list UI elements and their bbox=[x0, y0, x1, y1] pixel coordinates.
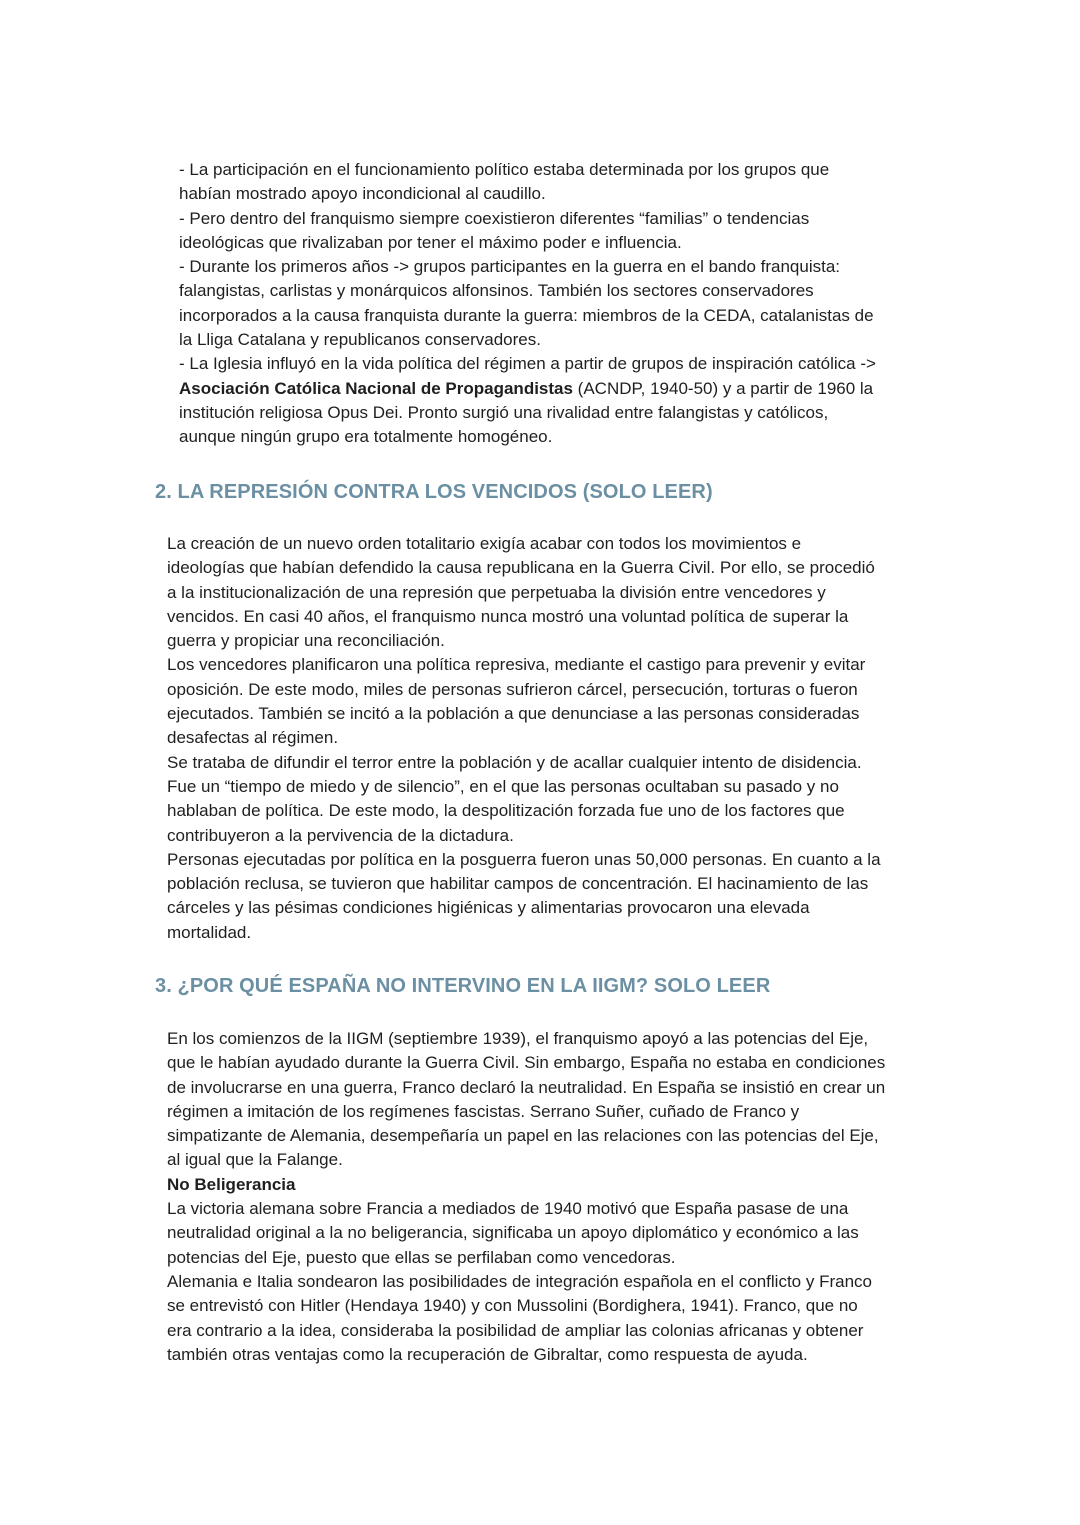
section-2-text bbox=[167, 532, 937, 945]
text-line: vencidos. En casi 40 años, el franquismo nunca mostró una voluntad política de superar la bbox=[167, 606, 849, 626]
text-line: era contrario a la idea, consideraba la posibilidad de ampliar las colonias africanas y obtener bbox=[167, 1320, 864, 1340]
section-1-text bbox=[179, 158, 939, 450]
text-line: la Lliga Catalana y republicanos conservadores. bbox=[179, 330, 541, 350]
text-line: Los vencedores planificaron una política represiva, mediante el castigo para prevenir y evitar bbox=[167, 655, 866, 675]
text-line: desafectas al régimen. bbox=[167, 728, 339, 748]
text-line: población reclusa, se tuvieron que habilitar campos de concentración. El hacinamiento de las bbox=[167, 874, 869, 894]
text-line: La creación de un nuevo orden totalitario exigía acabar con todos los movimientos e bbox=[167, 534, 802, 553]
text-line: - Durante los primeros años -> grupos participantes en la guerra en el bando franquista: bbox=[179, 257, 841, 277]
text-line: potencias del Eje, puesto que ellas se perfilaban como vencedoras. bbox=[167, 1247, 676, 1267]
text-line: al igual que la Falange. bbox=[167, 1150, 343, 1170]
text-line: a la institucionalización de una represión que perpetuaba la división entre vencedores y bbox=[167, 582, 826, 602]
text-line bbox=[179, 377, 939, 401]
section-3-heading: 3. ¿POR QUÉ ESPAÑA NO INTERVINO EN LA IIGM? SOLO LEER bbox=[155, 975, 771, 997]
text-line: falangistas, carlistas y monárquicos alfonsinos. También los sectores conservadores bbox=[179, 281, 814, 301]
text-line: Se trataba de difundir el terror entre la población y de acallar cualquier intento de disidencia. bbox=[167, 752, 862, 772]
text-line: se entrevistó con Hitler (Hendaya 1940) y con Mussolini (Bordighera, 1941). Franco, que no bbox=[167, 1296, 858, 1316]
section-3-text bbox=[167, 1027, 937, 1367]
text-line: - La Iglesia influyó en la vida política del régimen a partir de grupos de inspiración católica -> bbox=[179, 354, 876, 374]
text-line: mortalidad. bbox=[167, 922, 252, 942]
text-line: incorporados a la causa franquista durante la guerra: miembros de la CEDA, catalanistas de bbox=[179, 305, 874, 325]
organization-detail: (ACNDP, 1940-50) y a partir de 1960 la bbox=[572, 378, 874, 398]
bold-organization-name: Asociación Católica Nacional de Propagandistas bbox=[179, 378, 573, 398]
text-line: La victoria alemana sobre Francia a mediados de 1940 motivó que España pasase de una bbox=[167, 1199, 849, 1219]
text-line: oposición. De este modo, miles de personas sufrieron cárcel, persecución, torturas o fueron bbox=[167, 679, 858, 699]
text-line: de involucrarse en una guerra, Franco declaró la neutralidad. En España se insistió en crear un bbox=[167, 1077, 886, 1097]
subheading-no-beligerancia: No Beligerancia bbox=[167, 1174, 296, 1194]
text-line: En los comienzos de la IIGM (septiembre 1939), el franquismo apoyó a las potencias del Eje, bbox=[167, 1029, 869, 1048]
text-line: que le habían ayudado durante la Guerra Civil. Sin embargo, España no estaba en condiciones bbox=[167, 1053, 886, 1073]
text-line: - Pero dentro del franquismo siempre coexistieron diferentes “familias” o tendencias bbox=[179, 208, 810, 228]
text-line: también otras ventajas como la recuperación de Gibraltar, como respuesta de ayuda. bbox=[167, 1344, 808, 1364]
text-line: habían mostrado apoyo incondicional al caudillo. bbox=[179, 184, 546, 204]
text-line: cárceles y las pésimas condiciones higiénicas y alimentarias provocaron una elevada bbox=[167, 898, 810, 918]
text-line: hablaban de política. De este modo, la despolitización forzada fue uno de los factores que bbox=[167, 801, 845, 821]
text-line: Personas ejecutadas por política en la posguerra fueron unas 50,000 personas. En cuanto a la bbox=[167, 849, 881, 869]
text-line: institución religiosa Opus Dei. Pronto surgió una rivalidad entre falangistas y católicos, bbox=[179, 402, 829, 422]
text-line: régimen a imitación de los regímenes fascistas. Serrano Suñer, cuñado de Franco y bbox=[167, 1101, 800, 1121]
text-line: aunque ningún grupo era totalmente homogéneo. bbox=[179, 427, 553, 447]
text-line: guerra y propiciar una reconciliación. bbox=[167, 631, 445, 651]
text-line: Fue un “tiempo de miedo y de silencio”, en el que las personas ocultaban su pasado y no bbox=[167, 776, 839, 796]
section-2-heading: 2. LA REPRESIÓN CONTRA LOS VENCIDOS (SOLO LEER) bbox=[155, 481, 713, 503]
text-line: simpatizante de Alemania, desempeñaría un papel en las relaciones con las potencias del Eje, bbox=[167, 1126, 879, 1146]
text-line: Alemania e Italia sondearon las posibilidades de integración española en el conflicto y Franco bbox=[167, 1271, 872, 1291]
text-line: neutralidad original a la no beligerancia, significaba un apoyo diplomático y económico a las bbox=[167, 1223, 859, 1243]
text-line: ejecutados. También se incitó a la población a que denunciase a las personas consideradas bbox=[167, 704, 860, 724]
text-line: ideológicas que rivalizaban por tener el máximo poder e influencia. bbox=[179, 232, 682, 252]
text-line: - La participación en el funcionamiento político estaba determinada por los grupos que bbox=[179, 160, 830, 179]
text-line: contribuyeron a la pervivencia de la dictadura. bbox=[167, 825, 514, 845]
text-line: ideologías que habían defendido la causa republicana en la Guerra Civil. Por ello, se procedió bbox=[167, 558, 875, 578]
